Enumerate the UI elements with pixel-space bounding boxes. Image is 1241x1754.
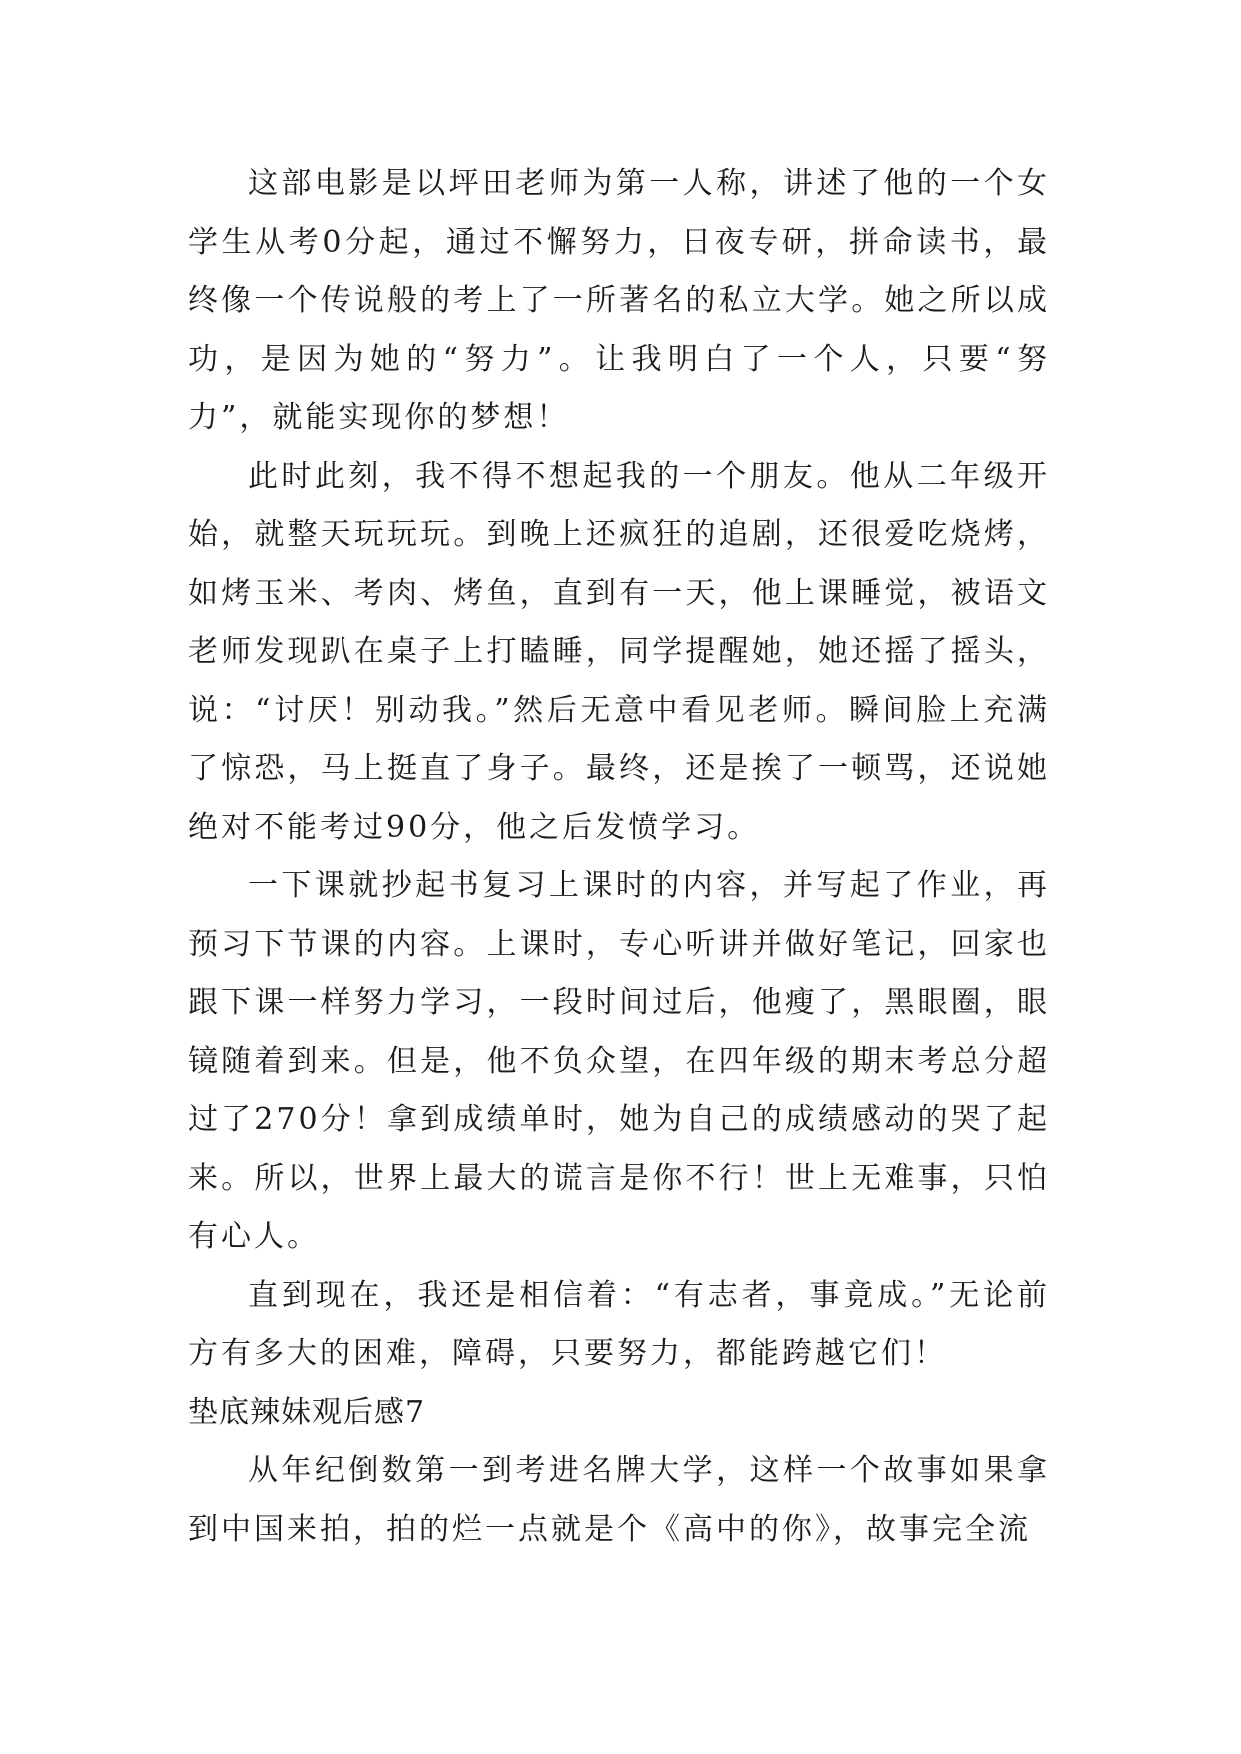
paragraph-2: 此时此刻，我不得不想起我的一个朋友。他从二年级开始，就整天玩玩玩。到晚上还疯狂的追剧，还很爱吃烧烤，如烤玉米、考肉、烤鱼，直到有一天，他上课睡觉，被语文老师发现趴在桌子上打瞌睡，同学提醒她，她还摇了摇头，说：“讨厌！别动我。”然后无意中看见老师。瞬间脸上充满了惊恐，马上挺直了身子。最终，还是挨了一顿骂，还说她绝对不能考过90分，他之后发愤学习。 [188,458,1050,845]
paragraph-4: 直到现在，我还是相信着：“有志者，事竟成。”无论前方有多大的困难，障碍，只要努力，都能跨越它们！ [188,1277,1050,1371]
section-heading: 垫底辣妹观后感7 [188,1394,426,1430]
section-paragraph-1: 从年纪倒数第一到考进名牌大学，这样一个故事如果拿到中国来拍，拍的烂一点就是个《高中的你》，故事完全流 [188,1453,1050,1547]
paragraph-1: 这部电影是以坪田老师为第一人称，讲述了他的一个女学生从考0分起，通过不懈努力，日夜专研，拼命读书，最终像一个传说般的考上了一所著名的私立大学。她之所以成功，是因为她的“努力”。让我明白了一个人，只要“努力”，就能实现你的梦想！ [188,166,1050,435]
paragraph-3: 一下课就抄起书复习上课时的内容，并写起了作业，再预习下节课的内容。上课时，专心听讲并做好笔记，回家也跟下课一样努力学习，一段时间过后，他瘦了，黑眼圈，眼镜随着到来。但是，他不负众望，在四年级的期末考总分超过了270分！拿到成绩单时，她为自己的成绩感动的哭了起来。所以，世界上最大的谎言是你不行！世上无难事，只怕有心人。 [188,868,1050,1254]
document-body [188,155,1050,1559]
